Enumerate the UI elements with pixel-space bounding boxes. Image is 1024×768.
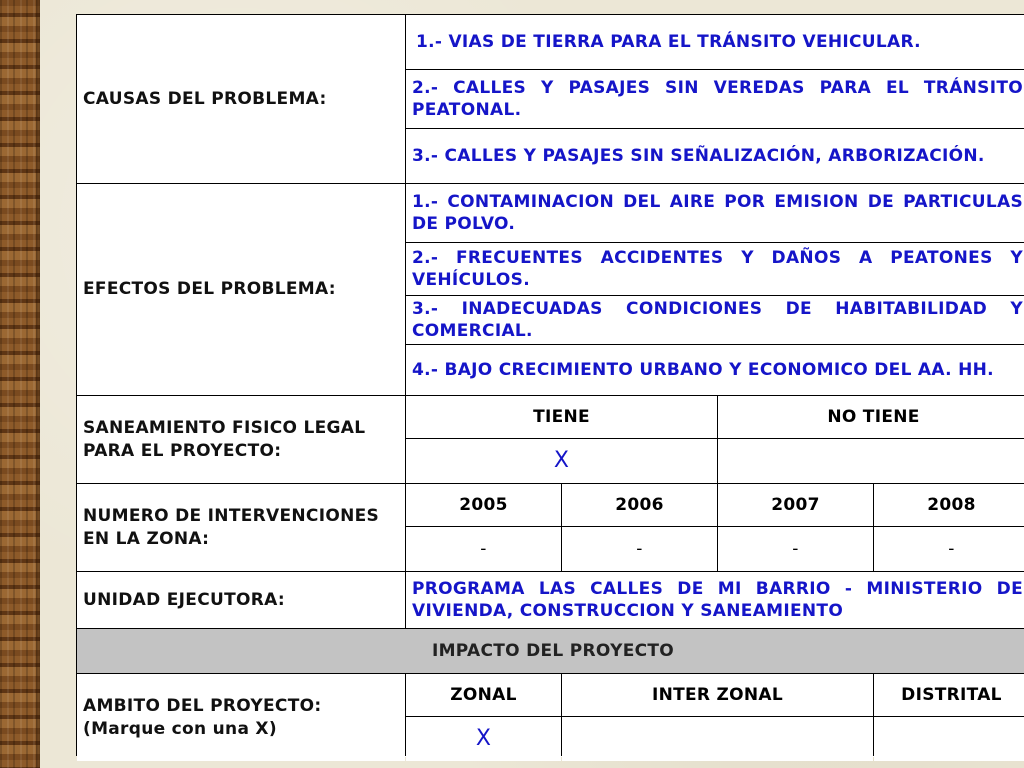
value-2006: - xyxy=(562,527,717,571)
distrital-mark xyxy=(874,717,1024,761)
no-tiene-mark xyxy=(718,439,1024,483)
value-2005: - xyxy=(406,527,561,571)
causa-item-3: 3.- CALLES Y PASAJES SIN SEÑALIZACIÓN, ARBORIZACIÓN. xyxy=(406,129,1024,183)
impacto-header: IMPACTO DEL PROYECTO xyxy=(77,629,1024,673)
year-2006: 2006 xyxy=(562,484,717,526)
efectos-label: EFECTOS DEL PROBLEMA: xyxy=(77,184,405,395)
tiene-mark: X xyxy=(406,439,717,483)
slide-background xyxy=(40,0,1024,768)
ambito-label: AMBITO DEL PROYECTO: xyxy=(83,696,322,717)
unidad-value: PROGRAMA LAS CALLES DE MI BARRIO - MINISTERIO DE VIVIENDA, CONSTRUCCION Y SANEAMIENTO xyxy=(406,572,1024,628)
efecto-item-1: 1.- CONTAMINACION DEL AIRE POR EMISION DE PARTICULAS DE POLVO. xyxy=(406,184,1024,242)
option-distrital: DISTRITAL xyxy=(874,674,1024,716)
option-zonal: ZONAL xyxy=(406,674,561,716)
saneamiento-label: SANEAMIENTO FISICO LEGAL PARA EL PROYECTO: xyxy=(77,396,405,483)
value-2008: - xyxy=(874,527,1024,571)
ambito-sublabel: (Marque con una X) xyxy=(83,718,277,739)
intervenciones-label: NUMERO DE INTERVENCIONES EN LA ZONA: xyxy=(77,484,405,571)
year-2008: 2008 xyxy=(874,484,1024,526)
inter-zonal-mark xyxy=(562,717,873,761)
option-inter-zonal: INTER ZONAL xyxy=(562,674,873,716)
year-2005: 2005 xyxy=(406,484,561,526)
year-2007: 2007 xyxy=(718,484,873,526)
unidad-label: UNIDAD EJECUTORA: xyxy=(77,572,405,628)
causa-item-1: 1.- VIAS DE TIERRA PARA EL TRÁNSITO VEHICULAR. xyxy=(406,15,1024,69)
ambito-cell xyxy=(77,674,405,761)
tiene-header: TIENE xyxy=(406,396,717,438)
efecto-item-4: 4.- BAJO CRECIMIENTO URBANO Y ECONOMICO DEL AA. HH. xyxy=(406,345,1024,395)
project-table xyxy=(76,14,1024,756)
wood-border xyxy=(0,0,40,768)
efecto-item-2: 2.- FRECUENTES ACCIDENTES Y DAÑOS A PEATONES Y VEHÍCULOS. xyxy=(406,243,1024,295)
zonal-mark: X xyxy=(406,717,561,761)
no-tiene-header: NO TIENE xyxy=(718,396,1024,438)
value-2007: - xyxy=(718,527,873,571)
causas-label: CAUSAS DEL PROBLEMA: xyxy=(77,15,405,183)
causa-item-2: 2.- CALLES Y PASAJES SIN VEREDAS PARA EL TRÁNSITO PEATONAL. xyxy=(406,70,1024,128)
efecto-item-3: 3.- INADECUADAS CONDICIONES DE HABITABILIDAD Y COMERCIAL. xyxy=(406,296,1024,344)
